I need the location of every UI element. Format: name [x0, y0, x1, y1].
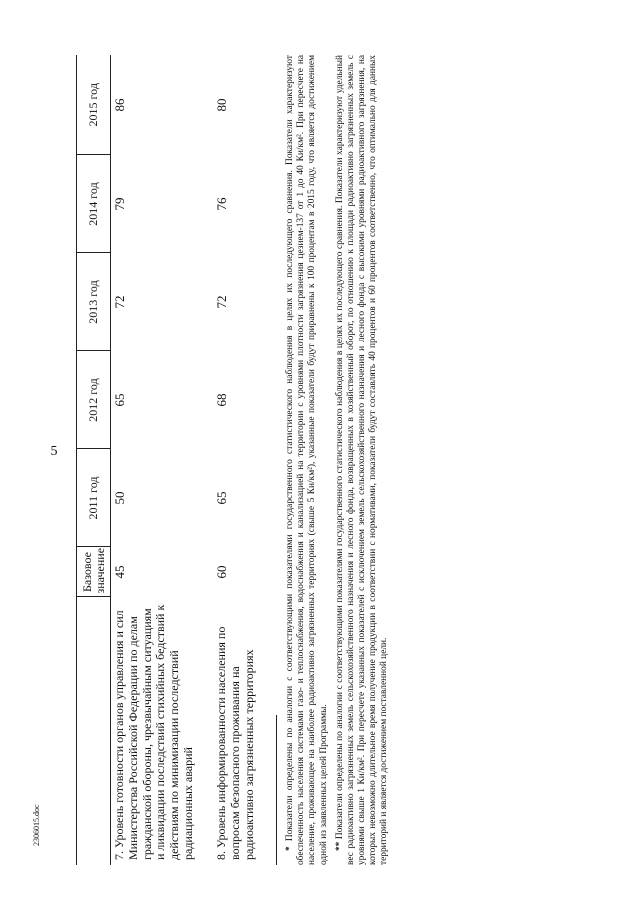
indicator-label: 8. Уровень информированности населения по вопросам безопасного проживания на радиоактивно загрязненных территориях [214, 626, 256, 860]
footnote-marker: ** [334, 841, 345, 851]
footnote-text: Показатели определены по аналогии с соответствующими показателями государственного статистического наблюдения в целях их последующего сравнения. Показатели характеризуют обеспеченность населения системами газо- и теплоснабжения, водоснабжения и канализацией на территории с уровнями плотности загрязнения цезием-137 от 1 до 40 Ки/км². При пересчете на население, проживающее на наиболее радиоактивно загрязненных территориях (свыше 5 Ки/км²), указанные показатели будут приравнены к 100 процентам в 2015 году, что является достижением одной из заявленных целей Программы. [285, 54, 329, 865]
indicator-label: 7. Уровень готовности органов управления и сил Министерства Российской Федерации по делам гражданской обороны, чрезвычайным ситуациям и ликвидации последствий стихийных бедствий к действиям по минимизации последствий радиационных аварий [112, 604, 195, 860]
footnote-divider [276, 715, 277, 865]
header-year-2011: 2011 год [77, 449, 111, 547]
value-cell: 65 [112, 393, 128, 407]
value-cell: 80 [214, 98, 230, 112]
value-cell: 76 [214, 197, 230, 211]
base-value-cell: 60 [214, 565, 230, 579]
value-cell: 68 [214, 393, 230, 407]
value-cell: 72 [112, 295, 128, 309]
footnote-marker: * [285, 846, 296, 851]
footnote-2 [335, 55, 390, 865]
value-cell: 86 [112, 98, 128, 112]
header-year-2014: 2014 год [77, 155, 111, 253]
value-cell: 79 [112, 197, 128, 211]
table-row [111, 55, 198, 865]
value-cell: 72 [214, 295, 230, 309]
base-value-cell: 45 [112, 565, 128, 579]
header-base-value: Базовое значение [77, 547, 111, 597]
header-blank-cell [77, 597, 111, 865]
header-year-2015: 2015 год [77, 55, 111, 155]
footnote-1 [285, 55, 329, 865]
value-cell: 65 [214, 491, 230, 505]
footnote-text: Показатели определены по аналогии с соответствующими показателями государственного статистического наблюдения в целях их последующего сравнения. Показатели характеризуют удельный вес радиоактивно загрязненных земель сельскохозяйственного назначения и лесного фонда, возвращенных в хозяйственный оборот, по отношению к площади радиоактивно загрязненных земель с уровнями свыше 1 Ки/км². При пересчете указанных показателей с исключением земель сельскохозяйственного назначения и лесного фонда с высокими уровнями радиоактивного загрязнения, на которых невозможно длительное время получение продукции в соответствии с нормативами, показатели будут составлять 40 процентов и 60 процентов соответственно, что оптимально для данных территорий и является достижением поставленной цели. [334, 54, 389, 865]
document-code: 2306015.doc [32, 804, 41, 846]
rotated-page-content [76, 35, 566, 865]
table-header-row [77, 55, 111, 865]
table-row [197, 55, 258, 865]
header-year-2012: 2012 год [77, 351, 111, 449]
value-cell: 50 [112, 491, 128, 505]
header-year-2013: 2013 год [77, 253, 111, 351]
indicators-table [76, 55, 258, 865]
page-number: 5 [50, 444, 58, 459]
